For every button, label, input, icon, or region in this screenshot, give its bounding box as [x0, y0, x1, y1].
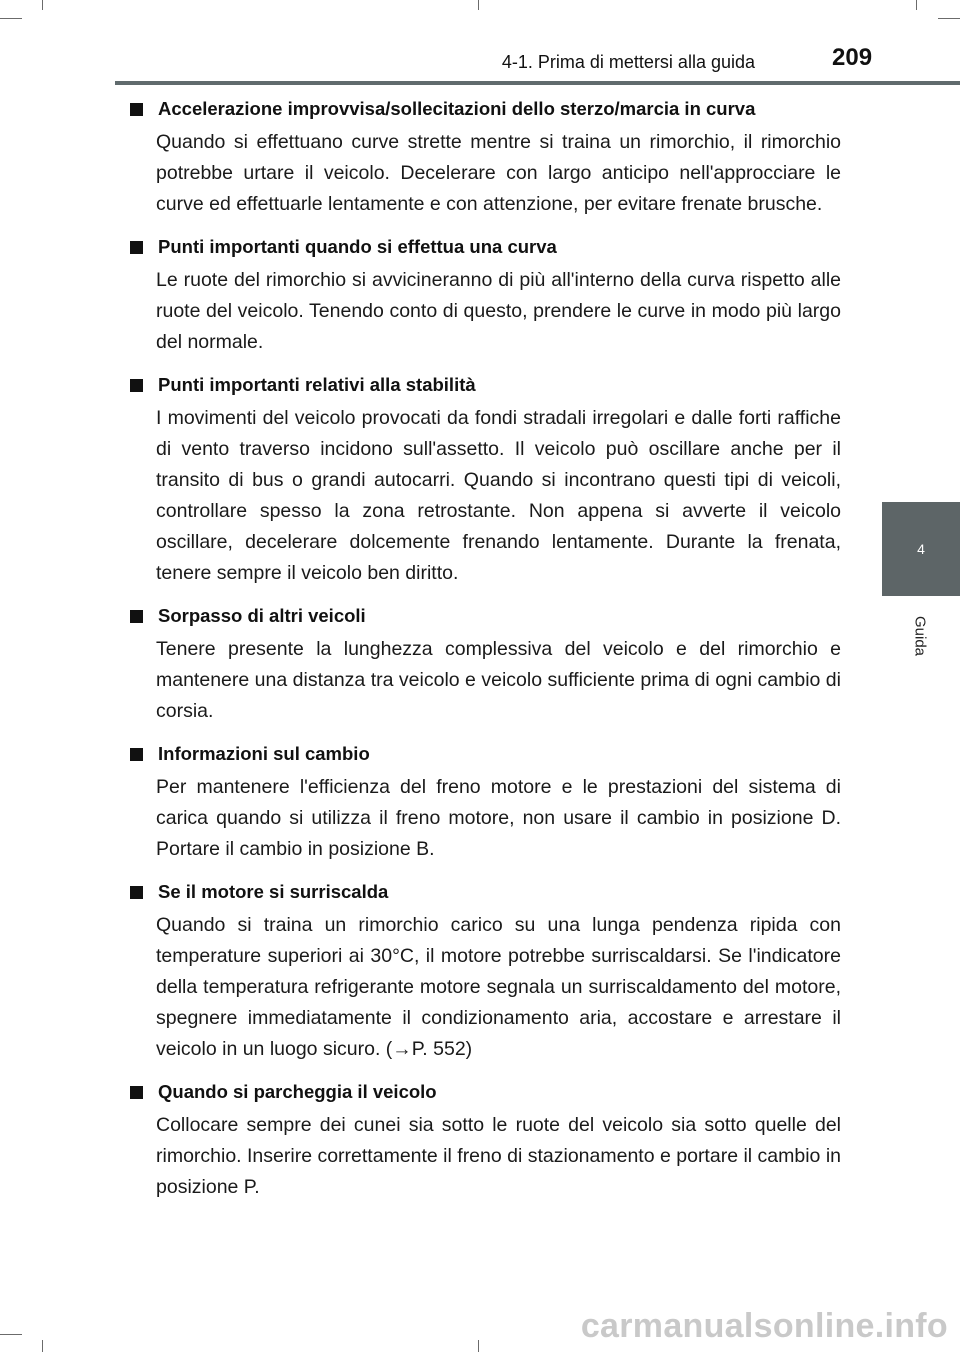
square-bullet-icon [130, 1086, 143, 1099]
chapter-tab [882, 502, 960, 596]
crop-mark [478, 0, 479, 10]
crop-mark [938, 18, 960, 19]
header-rule [115, 81, 960, 85]
section [128, 368, 841, 589]
section-body: Per mantenere l'efficienza del freno motore e le prestazioni del sistema di carica quando si utilizza il freno motore, non usare il cambio in posizione D. Portare il cambio in posizione B. [156, 776, 841, 860]
crop-mark [42, 1340, 43, 1352]
section-title: 4-1. Prima di mettersi alla guida [501, 52, 755, 72]
section [128, 92, 841, 220]
page-number: 209 [832, 44, 873, 71]
square-bullet-icon [130, 241, 143, 254]
crop-mark [916, 0, 917, 10]
section-heading-text: Informazioni sul cambio [158, 743, 370, 764]
section-heading-text: Accelerazione improvvisa/sollecitazioni dello sterzo/marcia in curva [158, 98, 756, 119]
crop-mark [42, 0, 43, 10]
section-heading-text: Sorpasso di altri veicoli [158, 605, 366, 626]
section-heading [128, 230, 841, 264]
square-bullet-icon [130, 103, 143, 116]
section-body: I movimenti del veicolo provocati da fondi stradali irregolari e dalle forti raffiche di vento traverso incidono sull'assetto. Il veicolo può oscillare anche per il transito di bus o grandi autocarri. Quando si incontrano questi tipi di veicoli, controllare spesso la zona retrostante. Non appena si avverte il veicolo oscillare, decelerare dolcemente frenando lentamente. Durante la frenata, tenere sempre il veicolo ben diritto. [156, 407, 841, 584]
section-heading [128, 599, 841, 633]
chapter-label: Guida [911, 615, 929, 657]
section-body: Quando si traina un rimorchio carico su una lunga pendenza ripida con temperature superiori ai 30°C, il motore potrebbe surriscaldarsi. Se l'indicatore della temperatura refrigerante motore segnala un surriscaldamento del motore, spegnere immediatamente il condizionamento aria, accostare e arrestare il veicolo in un luogo sicuro. (→P. 552) [156, 914, 841, 1060]
section [128, 599, 841, 727]
section-heading-text: Se il motore si surriscalda [158, 881, 389, 902]
section [128, 230, 841, 358]
square-bullet-icon [130, 748, 143, 761]
section-body: Tenere presente la lunghezza complessiva del veicolo e del rimorchio e mantenere una distanza tra veicolo e veicolo sufficiente prima di ogni cambio di corsia. [156, 638, 841, 722]
section-heading [128, 1075, 841, 1109]
main-content [128, 92, 841, 1213]
square-bullet-icon [130, 610, 143, 623]
section [128, 1075, 841, 1203]
chapter-number: 4 [917, 541, 925, 557]
square-bullet-icon [130, 379, 143, 392]
section-heading [128, 737, 841, 771]
section-body: Le ruote del rimorchio si avvicineranno di più all'interno della curva rispetto alle ruote del veicolo. Tenendo conto di questo, prendere le curve in modo più largo del normale. [156, 269, 841, 353]
square-bullet-icon [130, 886, 143, 899]
section-heading-text: Punti importanti relativi alla stabilità [158, 374, 476, 395]
crop-mark [478, 1340, 479, 1352]
crop-mark [0, 1334, 22, 1335]
section-body: Collocare sempre dei cunei sia sotto le ruote del veicolo sia sotto quelle del rimorchio. Inserire correttamente il freno di stazionamento e portare il cambio in posizione P. [156, 1114, 841, 1198]
section-body: Quando si effettuano curve strette mentre si traina un rimorchio, il rimorchio potrebbe urtare il veicolo. Decelerare con largo anticipo nell'approcciare le curve ed effettuarle lentamente e con attenzione, per evitare frenate brusche. [156, 131, 841, 215]
section-heading [128, 368, 841, 402]
section-heading-text: Quando si parcheggia il veicolo [158, 1081, 437, 1102]
crop-mark [0, 18, 22, 19]
section-heading [128, 92, 841, 126]
section-heading [128, 875, 841, 909]
section [128, 737, 841, 865]
watermark-text: carmanualsonline.info [580, 1307, 948, 1345]
section [128, 875, 841, 1065]
section-heading-text: Punti importanti quando si effettua una curva [158, 236, 557, 257]
